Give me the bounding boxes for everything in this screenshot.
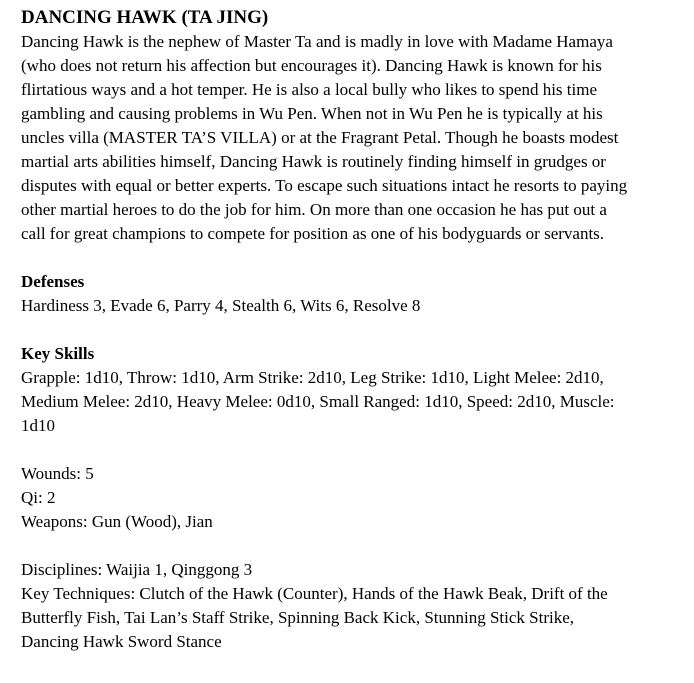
key-skills-section (21, 342, 694, 438)
defenses-text: Hardiness 3, Evade 6, Parry 4, Stealth 6, Wits 6, Resolve 8 (21, 296, 421, 315)
key-skills-line: Medium Melee: 2d10, Heavy Melee: 0d10, Small Ranged: 1d10, Speed: 2d10, Muscle: (21, 392, 615, 411)
description-line: (who does not return his affection but encourages it). Dancing Hawk is known for his (21, 56, 602, 75)
stats-section (21, 462, 694, 534)
disciplines-text: Disciplines: Waijia 1, Qinggong 3 (21, 560, 253, 579)
defenses-heading: Defenses (21, 272, 85, 291)
description-line: other martial heroes to do the job for him. On more than one occasion he has put out a (21, 200, 607, 219)
description-line: Dancing Hawk is the nephew of Master Ta and is madly in love with Madame Hamaya (21, 32, 613, 51)
techniques-line: Dancing Hawk Sword Stance (21, 632, 222, 651)
description-line: call for great champions to compete for position as one of his bodyguards or servants. (21, 224, 605, 243)
weapons-text: Weapons: Gun (Wood), Jian (21, 512, 213, 531)
description-line: disputes with equal or better experts. To escape such situations intact he resorts to paying (21, 176, 628, 195)
character-title: DANCING HAWK (TA JING) (21, 7, 269, 28)
description-paragraph (21, 30, 694, 246)
key-skills-line: Grapple: 1d10, Throw: 1d10, Arm Strike: 2d10, Leg Strike: 1d10, Light Melee: 2d10, (21, 368, 604, 387)
defenses-section (21, 270, 694, 318)
wounds-text: Wounds: 5 (21, 464, 94, 483)
description-line: uncles villa (MASTER TA’S VILLA) or at the Fragrant Petal. Though he boasts modest (21, 128, 619, 147)
description-line: gambling and causing problems in Wu Pen. When not in Wu Pen he is typically at his (21, 104, 603, 123)
qi-text: Qi: 2 (21, 488, 56, 507)
techniques-line: Key Techniques: Clutch of the Hawk (Counter), Hands of the Hawk Beak, Drift of the (21, 584, 608, 603)
techniques-line: Butterfly Fish, Tai Lan’s Staff Strike, Spinning Back Kick, Stunning Stick Strike, (21, 608, 575, 627)
description-line: flirtatious ways and a hot temper. He is also a local bully who likes to spend his time (21, 80, 598, 99)
key-skills-line: 1d10 (21, 416, 55, 435)
disciplines-section (21, 558, 694, 654)
description-line: martial arts abilities himself, Dancing Hawk is routinely finding himself in grudges or (21, 152, 606, 171)
key-skills-heading: Key Skills (21, 344, 95, 363)
